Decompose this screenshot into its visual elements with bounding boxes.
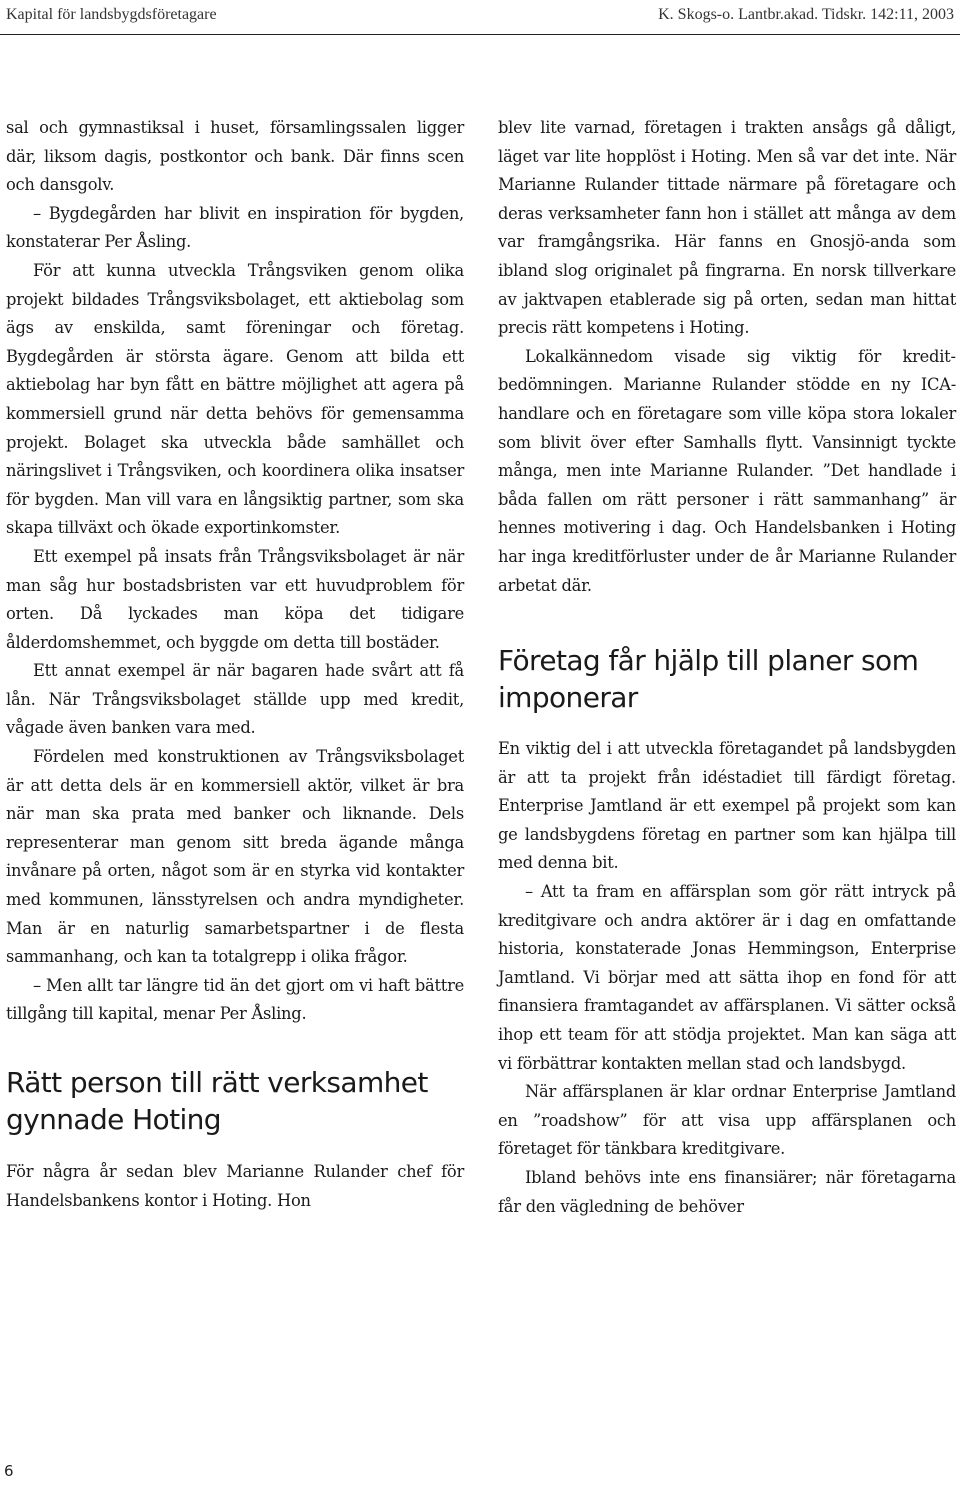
body-paragraph: När affärsplanen är klar ordnar Enterprise Jamtland en ”roadshow” för att visa upp affärsplanen och företaget för tänkbara kreditgivare. xyxy=(498,1082,956,1159)
body-paragraph: Ibland behövs inte ens finansiärer; när företagarna får den vägledning de behöver xyxy=(498,1168,956,1216)
section-heading-hoting: Rätt person till rätt verksamhet gynnade Hoting xyxy=(6,1066,428,1136)
body-paragraph: blev lite varnad, företagen i trakten ansågs gå dåligt, läget var lite hopplöst i Hoting. Men så var det inte. När Marianne Rulander tittade närmare på företagare och deras verksamheter fann hon i stället att många av dem var framgångsrika. Här fanns en Gnosjö-anda som ibland slog originalet på fingrarna. En norsk tillverkare av jaktvapen etablerade sig på orten, sedan man hittat precis rätt kompetens i Hoting. xyxy=(498,118,956,338)
body-paragraph: En viktig del i att utveckla företagandet på landsbygden är att ta projekt från idéstadiet till färdigt företag. Enterprise Jamtland är ett exempel på projekt som kan ge landsbygdens företag en partner som kan hjälpa till med denna bit. xyxy=(498,739,956,873)
left-column xyxy=(6,114,464,1215)
running-header xyxy=(0,0,960,35)
quote-paragraph: – Att ta fram en affärsplan som gör rätt intryck på kreditgivare och andra aktörer är i dag en omfattande historia, konstaterade Jonas Hemmingson, Enterprise Jamtland. Vi börjar med att sätta ihop en fond för att finansiera framtagandet av affärsplanen. Vi sätter också ihop ett team för att stödja projektet. Man kan säga att vi förbättrar kontakten mellan stad och landsbygd. xyxy=(498,882,956,1073)
quote-paragraph: – Men allt tar längre tid än det gjort om vi haft bättre tillgång till kapital, menar Per Åsling. xyxy=(6,975,464,1024)
body-paragraph: Ett annat exempel är när bagaren hade svårt att få lån. När Trångsviksbolaget ställde upp med kredit, vågade även banken vara med. xyxy=(6,661,464,738)
right-column xyxy=(498,114,956,1221)
page-number: 6 xyxy=(4,1462,14,1480)
quote-paragraph: – Bygdegården har blivit en inspiration för bygden, konstaterar Per Åsling. xyxy=(6,203,464,252)
body-paragraph: Ett exempel på insats från Trångsviksbolaget är när man såg hur bostadsbristen var ett huvudproblem för orten. Då lyckades man köpa det tidigare ålderdomshemmet, och byggde om detta till bostäder. xyxy=(6,546,464,652)
body-paragraph: För några år sedan blev Marianne Rulander chef för Handelsbankens kontor i Hoting. Hon xyxy=(6,1162,464,1210)
body-paragraph: Fördelen med konstruktionen av Trångsviksbolaget är att detta dels är en kommersiell aktör, vilket är bra när man ska prata med banker och liknande. Dels representerar man genom sitt breda ägande många invånare på orten, något som är en styrka vid kontakter med kommunen, länsstyrelsen och andra myndigheter. Man är en naturlig samarbetspartner i de flesta sammanhang, och kan ta totalgrepp i olika frågor. xyxy=(6,747,464,967)
header-journal-citation: K. Skogs-o. Lantbr.akad. Tidskr. 142:11, 2003 xyxy=(658,6,954,23)
body-paragraph: För att kunna utveckla Trångsviken genom olika projekt bildades Trångsviksbolaget, ett aktiebolag som ägs av enskilda, samt föreningar och företag. Bygdegården är största ägare. Genom att bilda ett aktiebolag har byn fått en bättre möjlighet att agera på kommersiell grund när detta behövs för gemensamma projekt. Bolaget ska utveckla både samhället och näringslivet i Trångsviken, och koordinera olika insatser för bygden. Man vill vara en långsiktig partner, som ska skapa tillväxt och ökade exportinkomster. xyxy=(6,260,464,538)
header-article-title: Kapital för landsbygdsföretagare xyxy=(6,6,217,23)
body-paragraph: Lokalkännedom visade sig viktig för kreditbedömningen. Marianne Rulander stödde en ny ICA-handlare och en företagare som ville köpa stora lokaler som blivit över efter Samhalls flytt. Vansinnigt tyckte många, men inte Marianne Rulander. ”Det handlade i båda fallen om rätt personer i rätt sammanhang” är hennes motivering i dag. Och Handelsbanken i Hoting har inga kreditförluster under de år Marianne Rulander arbetat där. xyxy=(498,346,956,595)
body-paragraph: sal och gymnastiksal i huset, församlingssalen ligger där, liksom dagis, postkontor och bank. Där finns scen och dansgolv. xyxy=(6,118,464,195)
section-heading-enterprise: Företag får hjälp till planer som imponerar xyxy=(498,644,919,715)
